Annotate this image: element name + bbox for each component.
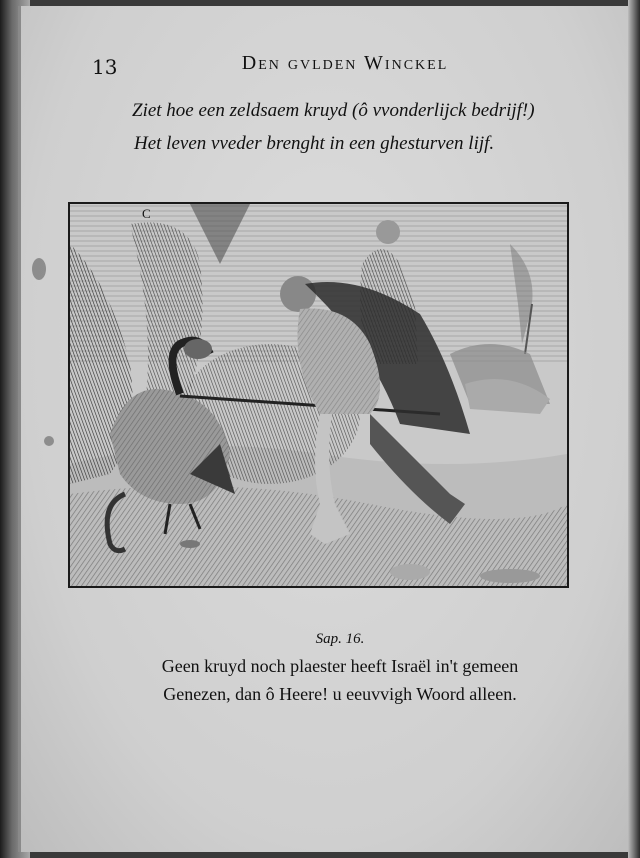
plate-letter: C bbox=[142, 206, 151, 221]
page-number: 13 bbox=[92, 55, 118, 79]
motto-line-1: Ziet hoe een zeldsaem kruyd (ô vvonderlijck bedrijf!) bbox=[132, 100, 535, 121]
ink-stain bbox=[32, 258, 46, 280]
page-edge bbox=[628, 0, 640, 858]
motto-line-2: Het leven vveder brenght in een ghesturven lijf. bbox=[134, 133, 495, 154]
engraving-illustration bbox=[68, 202, 569, 588]
engraving-scene bbox=[70, 204, 567, 586]
verse-line-1: Geen kruyd noch plaester heeft Israël in't gemeen bbox=[161, 656, 519, 676]
running-head: Den gvlden Winckel bbox=[241, 52, 449, 74]
ink-stain bbox=[44, 436, 54, 446]
scripture-reference: Sap. 16. bbox=[315, 631, 365, 647]
verse-line-2: Genezen, dan ô Heere! u eeuvvigh Woord alleen. bbox=[163, 684, 517, 704]
